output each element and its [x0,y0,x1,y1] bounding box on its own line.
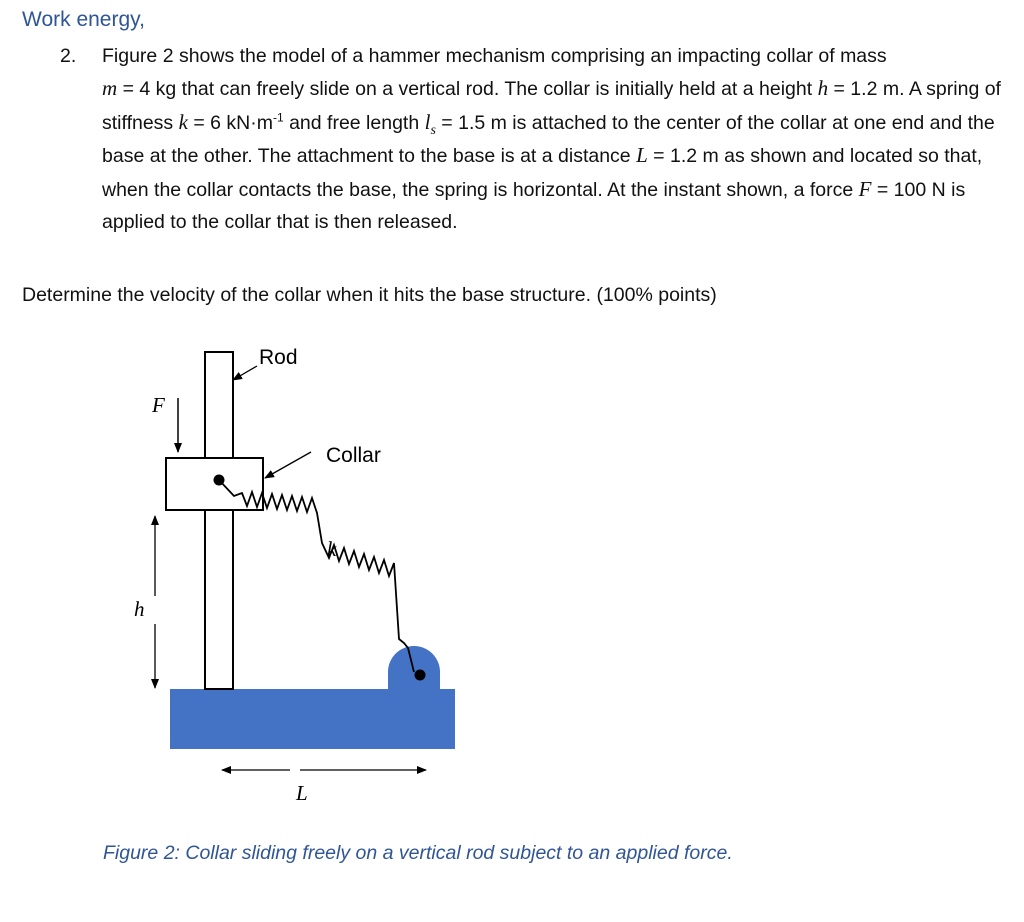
problem-body [102,40,1010,238]
collar-label: Collar [326,444,381,467]
collar-leader [265,452,311,478]
length-symbol: l [424,109,431,134]
force-label: F [152,393,165,417]
problem-text-2: = 4 kg that can freely slide on a vertical rod. The collar is initially held at a height [117,78,818,101]
problem-text-1: Figure 2 shows the model of a hammer mechanism comprising an impacting collar of mass [102,45,887,67]
height-label: h [134,597,145,621]
height-symbol: h [817,76,829,101]
problem-number: 2. [60,45,77,67]
problem-text-4: = 6 kN·m [187,111,273,134]
figure-caption: Figure 2: Collar sliding freely on a vertical rod subject to an applied force. [103,842,733,864]
distance-label: L [296,781,308,805]
problem-text-8: = 100 N is applied to the collar that is then released. [102,178,966,234]
spring-mount [388,646,440,690]
length-subscript: s [430,122,436,138]
force-symbol: F [858,176,872,201]
distance-symbol: L [636,143,648,168]
spring-label: k [327,537,337,561]
section-heading: Work energy, [22,8,145,31]
problem-statement [60,40,1010,238]
vertical-rod [205,352,233,689]
problem-text-5: and free length [283,111,425,134]
problem-text-7: = 1.2 m as shown and located so that, when the collar contacts the base, the spring is horizontal. At the instant shown, a force [102,145,983,201]
collar-pivot [214,475,225,486]
stiffness-symbol: k [178,109,188,134]
unit-exponent: -1 [272,110,284,125]
rod-label: Rod [259,346,298,369]
problem-text-6: = 1.5 m is attached to the center of the collar at one end and the base at the other. The attachment to the base is at a distance [102,111,995,168]
problem-text-3: = 1.2 m. A spring of stiffness [102,78,1001,134]
base-structure [170,689,455,749]
mass-symbol: m [102,76,118,101]
rod-leader [233,366,257,380]
task-statement: Determine the velocity of the collar when it hits the base structure. (100% points) [22,284,717,306]
base-pivot [415,670,426,681]
hammer-mechanism-figure [0,330,520,810]
